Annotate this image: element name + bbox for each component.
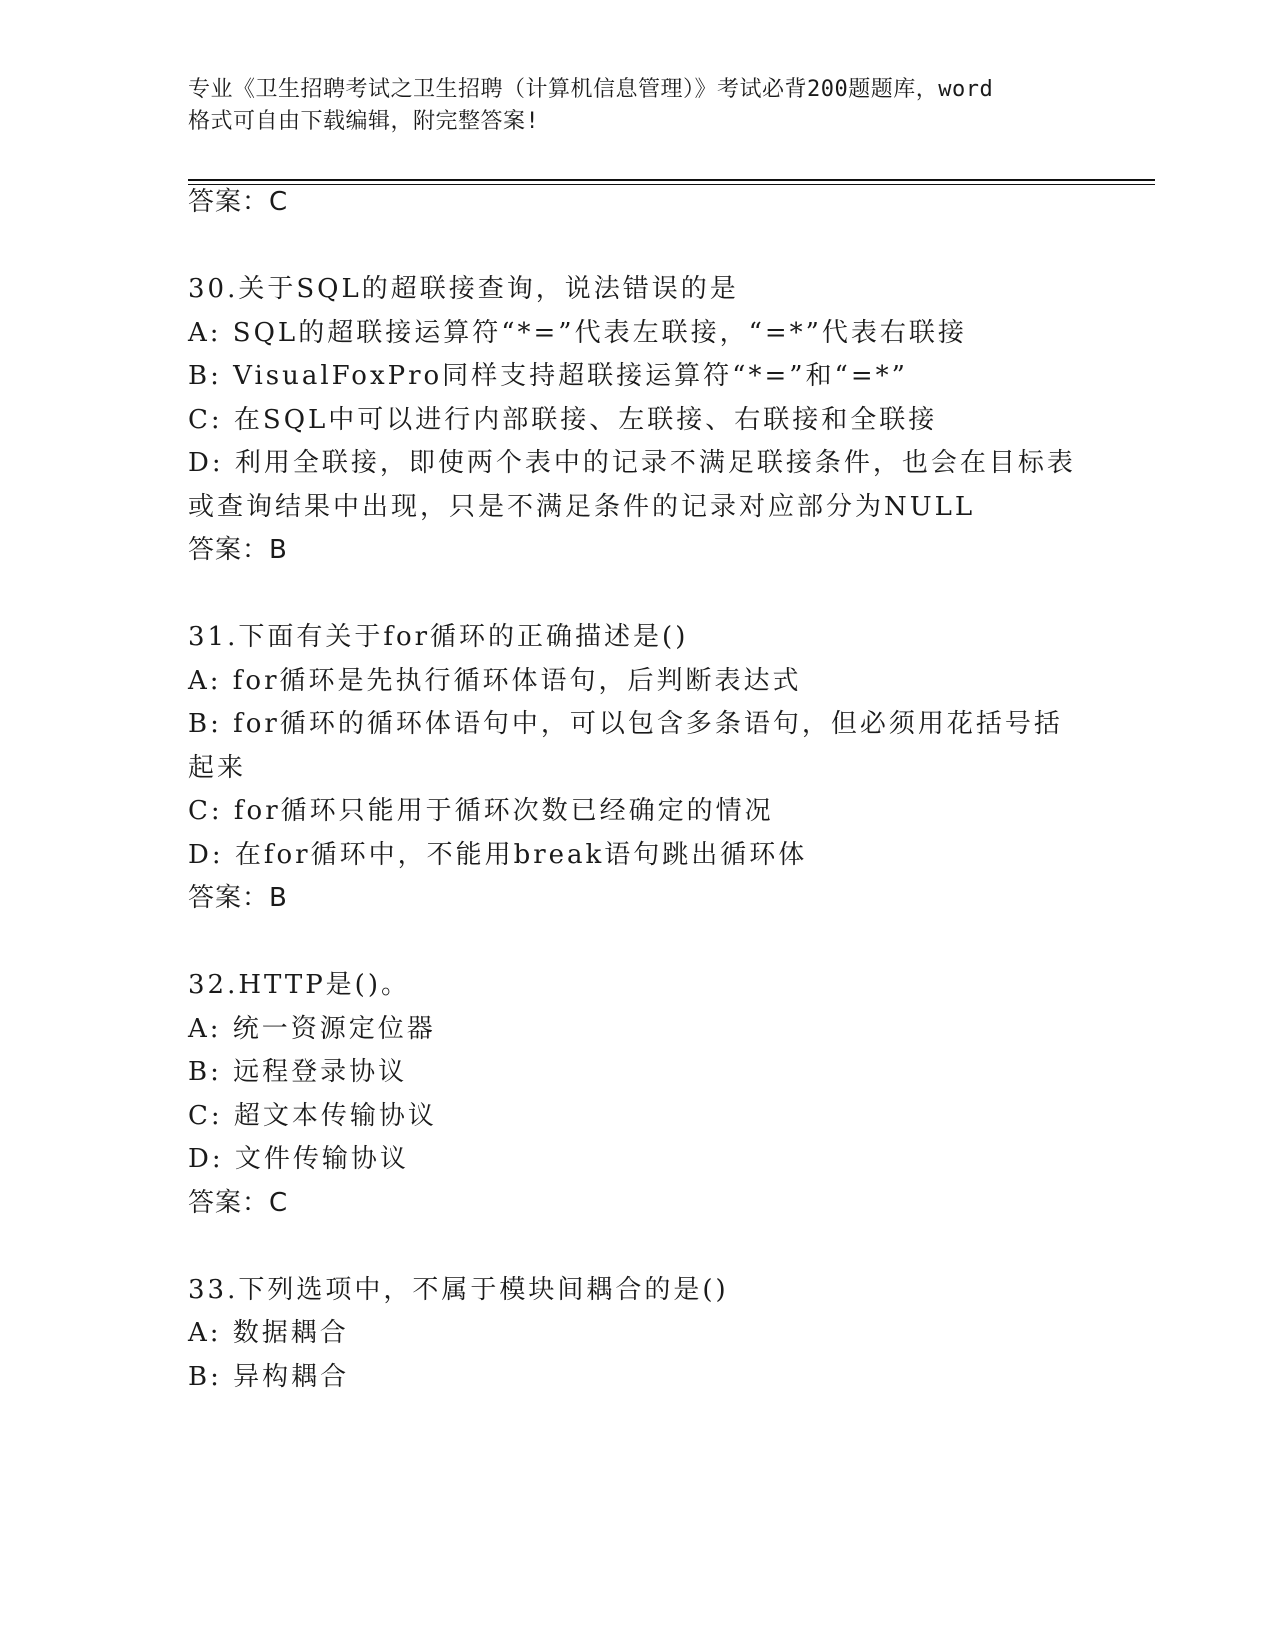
header-title-line-2: 格式可自由下载编辑，附完整答案! (188, 109, 540, 134)
answer-line: 答案：C (188, 1188, 289, 1218)
question-option: A: 数据耦合 (188, 1318, 349, 1348)
question-stem: 31.下面有关于for循环的正确描述是() (188, 622, 689, 652)
question-option: C: for循环只能用于循环次数已经确定的情况 (188, 796, 774, 826)
question-option-continuation: 或查询结果中出现，只是不满足条件的记录对应部分为NULL (188, 492, 976, 522)
question-stem: 30.关于SQL的超联接查询，说法错误的是 (188, 274, 739, 304)
answer-line: 答案：B (188, 883, 288, 913)
question-option: B: 远程登录协议 (188, 1057, 408, 1087)
question-option: B: VisualFoxPro同样支持超联接运算符“*=”和“=*” (188, 361, 908, 391)
question-option: C: 超文本传输协议 (188, 1101, 437, 1131)
answer-line: 答案：C (188, 187, 289, 217)
header-divider-thick (188, 179, 1155, 181)
header-title-line-1: 专业《卫生招聘考试之卫生招聘（计算机信息管理）》考试必背200题题库，word (188, 77, 994, 102)
question-option: A: 统一资源定位器 (188, 1014, 436, 1044)
header-divider-thin (188, 184, 1155, 185)
answer-line: 答案：B (188, 535, 288, 565)
question-stem: 32.HTTP是()。 (188, 970, 410, 1000)
question-option: D: 文件传输协议 (188, 1144, 409, 1174)
question-option: A: for循环是先执行循环体语句，后判断表达式 (188, 666, 802, 696)
question-option: C: 在SQL中可以进行内部联接、左联接、右联接和全联接 (188, 405, 938, 435)
question-option: D: 利用全联接，即使两个表中的记录不满足联接条件，也会在目标表 (188, 448, 1076, 478)
question-option: D: 在for循环中，不能用break语句跳出循环体 (188, 840, 808, 870)
question-option-continuation: 起来 (188, 753, 247, 783)
question-option: A: SQL的超联接运算符“*=”代表左联接，“=*”代表右联接 (188, 318, 967, 348)
question-stem: 33.下列选项中，不属于模块间耦合的是() (188, 1275, 729, 1305)
document-header (188, 74, 1088, 138)
question-option: B: for循环的循环体语句中，可以包含多条语句，但必须用花括号括 (188, 709, 1063, 739)
question-option: B: 异构耦合 (188, 1362, 350, 1392)
